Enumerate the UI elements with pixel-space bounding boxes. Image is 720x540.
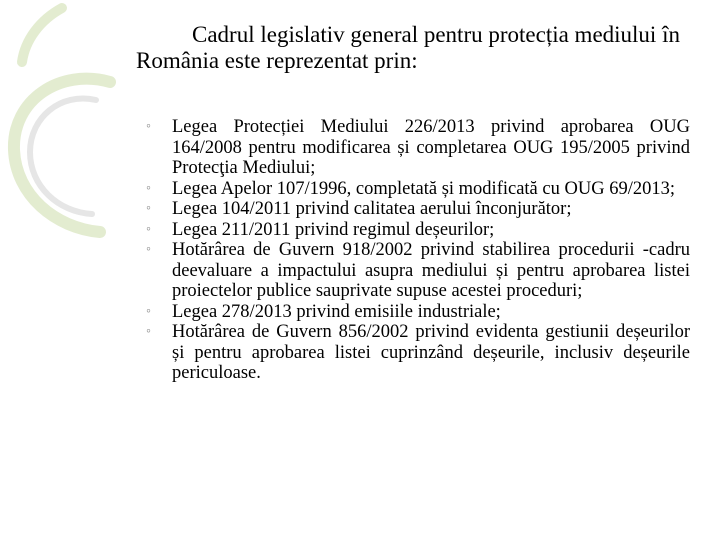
list-item	[146, 322, 690, 384]
list-item	[146, 199, 690, 220]
bullet-icon: ◦	[146, 201, 151, 216]
list-item-text: Legea 211/2011 privind regimul deșeurilor;	[172, 219, 495, 240]
list-item-text: Legea Apelor 107/1996, completată și modificată cu OUG 69/2013;	[172, 178, 675, 199]
legislation-list	[146, 117, 690, 384]
list-item-text: Hotărârea de Guvern 856/2002 privind evidenta gestiunii deșeurilor și pentru aprobarea listei cuprinzând deșeurile, inclusiv deșeurile periculoase.	[172, 322, 690, 383]
list-item	[146, 240, 690, 302]
list-item-text: Hotărârea de Guvern 918/2002 privind stabilirea procedurii -cadru deevaluare a impactului asupra mediului și pentru aprobarea listei proiectelor publice sauprivate supuse acestei proceduri;	[172, 240, 690, 301]
slide-title-text: Cadrul legislativ general pentru protecția mediului în România este reprezentat prin:	[136, 22, 680, 73]
bullet-icon: ◦	[146, 303, 151, 319]
decorative-arc-large-gray	[30, 99, 96, 214]
bullet-icon: ◦	[146, 180, 151, 196]
bullet-icon: ◦	[146, 221, 151, 237]
list-item-text: Legea 104/2011 privind calitatea aerului înconjurător;	[172, 199, 572, 219]
list-item	[146, 219, 690, 241]
decorative-swirl-graphic	[0, 0, 140, 260]
list-item	[146, 117, 690, 179]
list-item	[146, 301, 690, 323]
list-item-text: Legea 278/2013 privind emisiile industriale;	[172, 301, 501, 322]
list-item	[146, 178, 690, 200]
bullet-icon: ◦	[146, 119, 151, 134]
list-item-text: Legea Protecției Mediului 226/2013 privind aprobarea OUG 164/2008 pentru modificarea și completarea OUG 195/2005 privind Protecţia Mediului;	[172, 117, 690, 178]
bullet-icon: ◦	[146, 324, 151, 339]
bullet-icon: ◦	[146, 242, 151, 257]
decorative-arc-small	[22, 8, 62, 62]
slide-title	[136, 22, 696, 74]
